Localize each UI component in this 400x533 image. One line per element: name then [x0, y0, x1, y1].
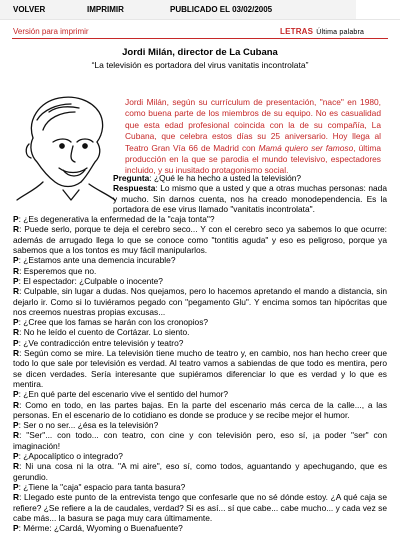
answer — [13, 400, 387, 421]
question — [13, 389, 387, 399]
answer — [113, 183, 387, 214]
qa-label: R — [13, 399, 20, 410]
qa-text: Esperemos que no. — [23, 265, 97, 276]
qa-separator: : — [18, 275, 24, 286]
qa-label: P — [13, 389, 19, 400]
qa-text: Ser o no ser... ¿ésa es la televisión? — [23, 420, 159, 431]
qa-text: ¿Ve contradicción entre televisión y teatro? — [23, 337, 184, 348]
answer — [13, 461, 387, 482]
qa-separator: : — [18, 317, 24, 328]
qa-label: P — [13, 317, 19, 328]
qa-separator: : — [18, 420, 24, 431]
imprimir-link[interactable]: IMPRIMIR — [87, 5, 124, 14]
qa-text: Ni una cosa ni la otra. "A mi aire", eso sí, como todos, aguantando y apechugando, que es gerundio. — [13, 461, 388, 482]
top-right-blank — [356, 0, 400, 19]
qa-separator: : — [19, 265, 24, 276]
qa-label: R — [13, 327, 20, 338]
qa-separator: : — [18, 214, 24, 225]
qa-separator: : — [18, 255, 24, 266]
answer — [13, 266, 387, 276]
article-subtitle: “La televisión es portadora del virus vanitatis incontrolata” — [91, 60, 309, 70]
qa-text: Según como se mire. La televisión tiene mucho de teatro y, en cambio, nos han hecho creer que todo lo que sale por televisión es verdad. Al teatro vamos a sabiendas de que todo es mentira, pero se dicen verdades. Sería interesante que supiéramos diferenciar lo que es verdad y lo que es mentira. — [13, 348, 388, 389]
answer — [13, 327, 387, 337]
answer — [13, 286, 387, 317]
header-divider — [12, 38, 388, 39]
qa-text: ¿En qué parte del escenario vive el sentido del humor? — [23, 389, 229, 400]
qa-separator: : — [155, 183, 161, 194]
qa-text: ¿Tiene la "caja" espacio para tanta basura? — [23, 481, 186, 492]
qa-separator: : — [149, 173, 154, 183]
question — [13, 451, 387, 461]
qa-text: ¿Cree que los famas se harán con los cronopios? — [23, 317, 209, 328]
qa-separator: : — [19, 399, 26, 410]
volver-link[interactable]: VOLVER — [13, 5, 46, 14]
intro-text-start: Jordi Milán, según su currículum de presentación, "nace" en 1980, como buena parte de los miembros de su equipo. No es casualidad que esta edad profesional coincida con la de su compañía, La Cubana, que celebra estos días su 25 aniversario. Hoy llega al Teatro Gran Vía 66 de Madrid con — [125, 97, 381, 153]
qa-label: R — [13, 224, 20, 235]
qa-separator: : — [19, 461, 26, 472]
qa-label: P — [13, 337, 19, 348]
qa-text: Llegado este punto de la entrevista tengo que confesarle que no sé dónde estoy. ¿A qué caja se refiere? ¿Se refiere a la de caudales, verdad? Si es así... sí que cabe... cabe mucho... y cada vez se cabe más... la basura se paga muy cara últimamente. — [13, 492, 387, 523]
qa-label: Respuesta — [113, 183, 156, 194]
qa-label: R — [13, 286, 20, 297]
answer — [13, 430, 387, 451]
qa-text: ¿Es degenerativa la enfermedad de la "caja tonta"? — [23, 214, 215, 225]
qa-label: R — [13, 461, 20, 472]
question — [13, 482, 387, 492]
qa-label: P — [13, 420, 19, 431]
intro-show-title: Mamá quiero ser famoso — [258, 142, 354, 153]
qa-label: P — [13, 214, 19, 225]
question — [13, 255, 387, 265]
qa-separator: : — [18, 523, 24, 533]
qa-label: Pregunta — [113, 173, 150, 183]
question — [13, 214, 387, 224]
interview-body — [13, 173, 387, 533]
qa-separator: : — [18, 389, 24, 400]
publication-date: PUBLICADO EL 03/02/2005 — [170, 5, 273, 14]
section-name: LETRAS — [280, 27, 314, 36]
question — [13, 276, 387, 286]
article-intro — [125, 97, 381, 177]
qa-separator: : — [19, 348, 25, 359]
qa-label: R — [13, 430, 20, 441]
section-label — [280, 27, 364, 36]
qa-separator: : — [19, 224, 25, 235]
qa-label: P — [13, 523, 19, 533]
qa-text: Como en todo, en las partes bajas. En la parte del escenario más cerca de la calle..., a las personas. En el escenario de lo cotidiano es donde se produce y se recibe mejor el humor. — [13, 399, 388, 420]
question — [13, 420, 387, 430]
qa-separator: : — [18, 337, 24, 348]
intro-text-end: , última producción en la que se parodia el mundo televisivo, espectadores incluido, y su inusitado protagonismo social. — [125, 142, 381, 176]
qa-separator: : — [19, 286, 24, 297]
qa-label: P — [13, 451, 19, 462]
qa-text: Lo mismo que a usted y que a otras muchas personas: nada y mucho. Sin darnos cuenta, nos ha creado monodependencia. Es la portadora de ese virus llamado "vanitatis incontrolata". — [113, 183, 387, 214]
qa-text: "Ser"... con todo... con teatro, con cine y con televisión pero, eso sí, ¡a poder "ser" con imaginación! — [13, 430, 388, 451]
qa-separator: : — [18, 481, 24, 492]
top-navigation-bar — [0, 0, 400, 20]
answer — [13, 348, 387, 389]
qa-label: R — [13, 348, 20, 359]
question — [113, 173, 387, 183]
qa-text: El espectador: ¿Culpable o inocente? — [23, 275, 163, 286]
qa-separator: : — [18, 451, 24, 462]
qa-text: Puede serlo, porque te deja el cerebro seco... Y con el cerebro seco ya sabemos lo que ocurre: además de arrugado llega lo que se conoce como "tontitis aguda" y eso es peligroso, porque ya sabemos que a los tontos es muy fácil manipularlos. — [13, 224, 388, 256]
qa-text: ¿Qué le ha hecho a usted la televisión? — [153, 173, 302, 183]
qa-separator: : — [19, 327, 24, 338]
qa-label: P — [13, 255, 19, 266]
answer — [13, 492, 387, 523]
qa-text: Culpable, sin lugar a dudas. Nos quejamos, pero lo hacemos apretando el mando a distancia, sin dejarlo ir. Como si lo tuviéramos pegado con "pegamento Glu". Y encima somos tan hipócritas que nos creemos nuestras propias excusas... — [13, 286, 387, 317]
question — [13, 523, 387, 533]
question — [13, 317, 387, 327]
question — [13, 338, 387, 348]
qa-text: ¿Estamos ante una demencia incurable? — [23, 255, 176, 266]
section-subtitle: Última palabra — [316, 29, 365, 36]
qa-separator: : — [19, 492, 25, 503]
qa-separator: : — [19, 430, 27, 441]
qa-label: R — [13, 265, 20, 276]
print-version-link[interactable]: Versión para imprimir — [13, 27, 89, 36]
qa-text: Mérme: ¿Cardá, Wyoming o Buenafuente? — [23, 523, 183, 533]
qa-label: P — [13, 481, 19, 492]
qa-text: No he leído el cuento de Cortázar. Lo siento. — [23, 327, 190, 338]
article-title: Jordi Milán, director de La Cubana — [122, 47, 278, 58]
answer — [13, 224, 387, 255]
qa-label: P — [13, 275, 19, 286]
qa-text: ¿Apocalíptico o integrado? — [23, 451, 123, 462]
qa-label: R — [13, 492, 20, 503]
